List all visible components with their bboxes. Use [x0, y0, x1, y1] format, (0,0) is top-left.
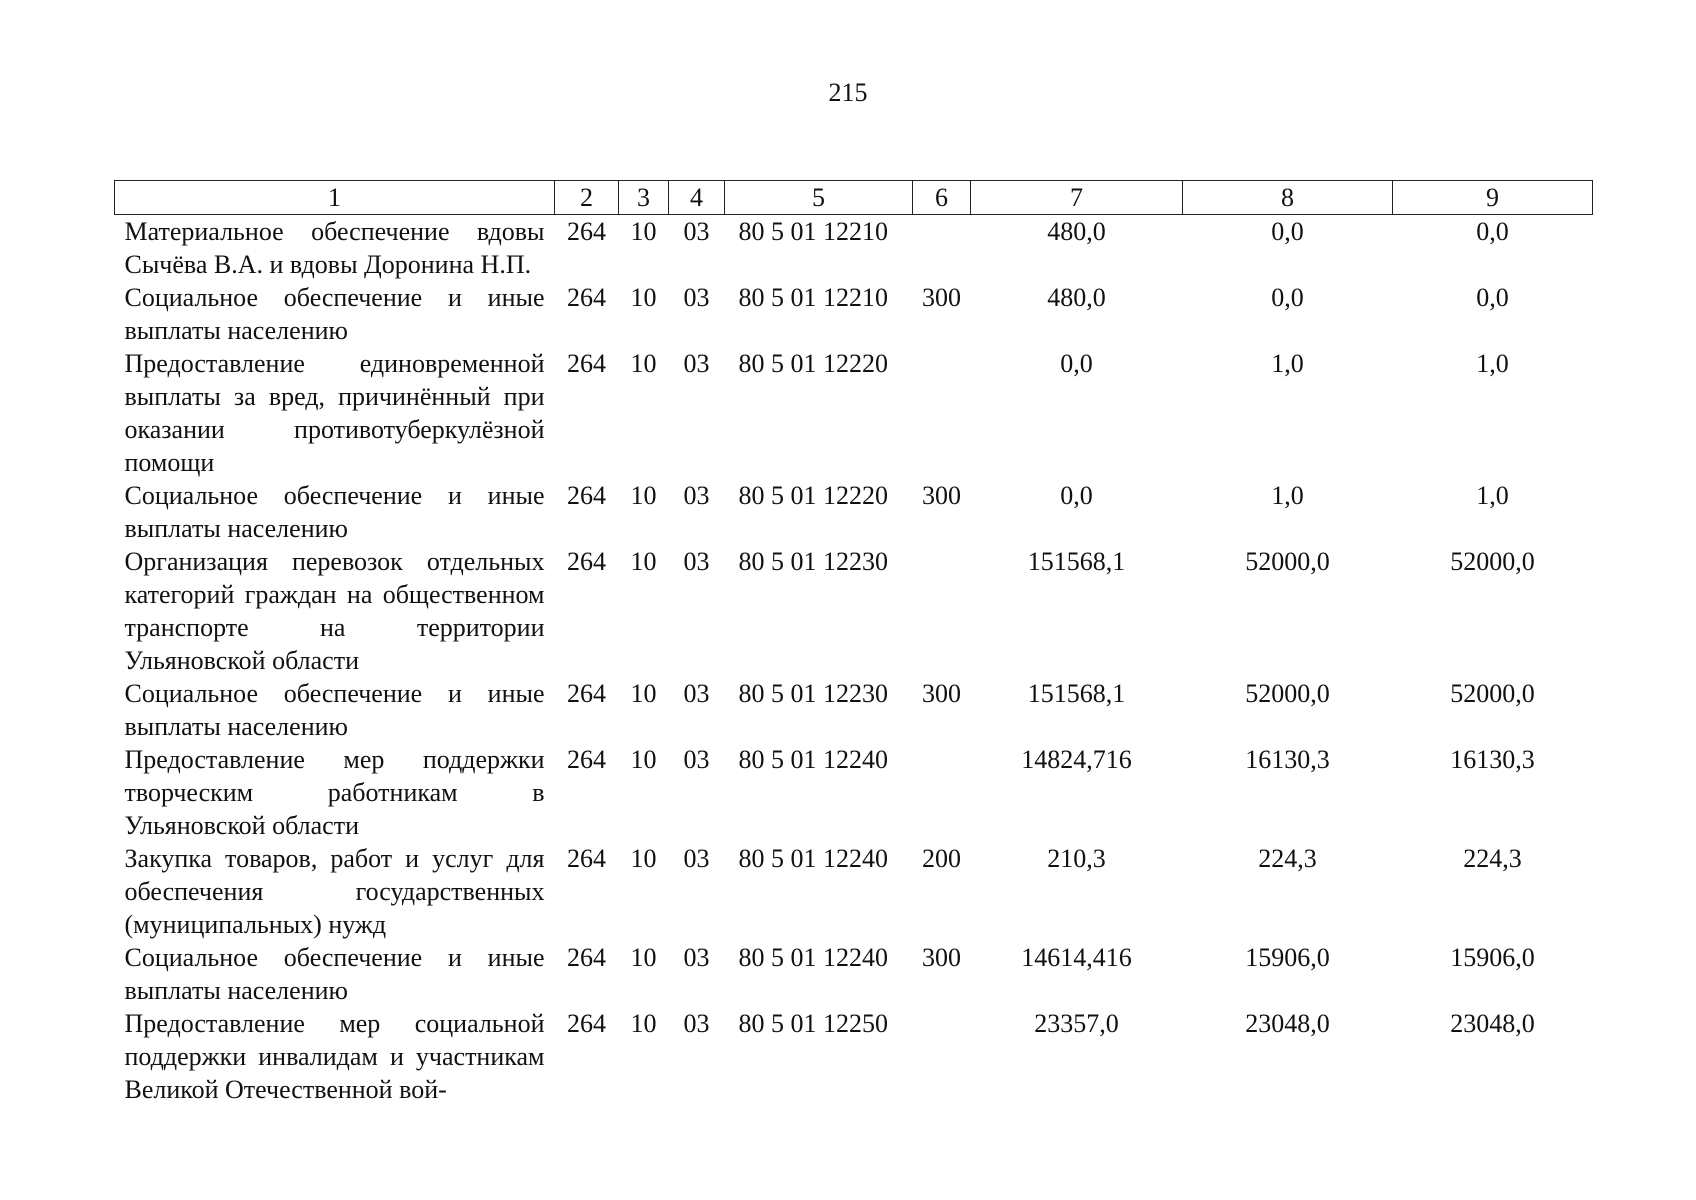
- target-article-code: 80 5 01 12240: [738, 943, 888, 972]
- item-name: Организация перевозок отдельных категорий граждан на общественном транспорте на территории Ульяновской области: [124, 547, 545, 675]
- ministry-code: 264: [567, 283, 606, 312]
- amount-col-7: 0,0: [1060, 349, 1093, 378]
- section-code: 10: [630, 1009, 657, 1038]
- amount-col-9: 52000,0: [1450, 679, 1535, 708]
- expense-type-code: [913, 347, 971, 479]
- table-row: [115, 215, 1593, 282]
- item-name: Предоставление мер социальной поддержки инвалидам и участникам Великой Отечественной вой-: [124, 1009, 545, 1104]
- item-name: Социальное обеспечение и иные выплаты населению: [124, 943, 545, 1005]
- section-code: 10: [630, 943, 657, 972]
- amount-col-8: 16130,3: [1245, 745, 1330, 774]
- amount-col-9: 15906,0: [1450, 943, 1535, 972]
- amount-col-7: 14614,416: [1021, 943, 1132, 972]
- column-header-5: 5: [725, 181, 913, 215]
- expense-type-code: [913, 1007, 971, 1106]
- amount-col-7: 480,0: [1047, 283, 1106, 312]
- table-row: [115, 545, 1593, 677]
- item-name: Социальное обеспечение и иные выплаты населению: [124, 283, 545, 345]
- expense-type-code: 300: [922, 943, 961, 972]
- subsection-code: 03: [683, 217, 710, 246]
- column-header-6: 6: [913, 181, 971, 215]
- page-number: 215: [828, 78, 868, 107]
- subsection-code: 03: [683, 745, 710, 774]
- table-row: [115, 677, 1593, 743]
- amount-col-9: 52000,0: [1450, 547, 1535, 576]
- table-row: [115, 941, 1593, 1007]
- expense-type-code: 300: [922, 481, 961, 510]
- expense-type-code: 300: [922, 679, 961, 708]
- amount-col-9: 1,0: [1476, 481, 1509, 510]
- amount-col-9: 16130,3: [1450, 745, 1535, 774]
- target-article-code: 80 5 01 12250: [738, 1009, 888, 1038]
- amount-col-9: 0,0: [1476, 217, 1509, 246]
- subsection-code: 03: [683, 481, 710, 510]
- amount-col-8: 0,0: [1271, 283, 1304, 312]
- expense-type-code: [913, 215, 971, 282]
- table-header-row: [115, 181, 1593, 215]
- table-row: [115, 743, 1593, 842]
- amount-col-8: 1,0: [1271, 349, 1304, 378]
- ministry-code: 264: [567, 1009, 606, 1038]
- column-header-2: 2: [555, 181, 619, 215]
- column-header-1: 1: [115, 181, 555, 215]
- amount-col-9: 224,3: [1463, 844, 1522, 873]
- subsection-code: 03: [683, 943, 710, 972]
- target-article-code: 80 5 01 12240: [738, 745, 888, 774]
- amount-col-8: 23048,0: [1245, 1009, 1330, 1038]
- column-header-3: 3: [619, 181, 669, 215]
- target-article-code: 80 5 01 12230: [738, 679, 888, 708]
- amount-col-8: 15906,0: [1245, 943, 1330, 972]
- amount-col-8: 52000,0: [1245, 679, 1330, 708]
- amount-col-7: 151568,1: [1027, 547, 1126, 576]
- subsection-code: 03: [683, 844, 710, 873]
- amount-col-9: 23048,0: [1450, 1009, 1535, 1038]
- amount-col-7: 23357,0: [1034, 1009, 1119, 1038]
- item-name: Материальное обеспечение вдовы Сычёва В.А. и вдовы Доронина Н.П.: [124, 217, 545, 279]
- expense-type-code: 300: [922, 283, 961, 312]
- target-article-code: 80 5 01 12240: [738, 844, 888, 873]
- ministry-code: 264: [567, 481, 606, 510]
- ministry-code: 264: [567, 547, 606, 576]
- amount-col-7: 0,0: [1060, 481, 1093, 510]
- table-row: [115, 1007, 1593, 1106]
- column-header-8: 8: [1183, 181, 1393, 215]
- ministry-code: 264: [567, 679, 606, 708]
- table-row: [115, 842, 1593, 941]
- section-code: 10: [630, 547, 657, 576]
- amount-col-8: 0,0: [1271, 217, 1304, 246]
- table-row: [115, 479, 1593, 545]
- ministry-code: 264: [567, 217, 606, 246]
- target-article-code: 80 5 01 12210: [738, 283, 888, 312]
- ministry-code: 264: [567, 745, 606, 774]
- item-name: Социальное обеспечение и иные выплаты населению: [124, 679, 545, 741]
- amount-col-8: 224,3: [1258, 844, 1317, 873]
- amount-col-7: 210,3: [1047, 844, 1106, 873]
- item-name: Социальное обеспечение и иные выплаты населению: [124, 481, 545, 543]
- section-code: 10: [630, 217, 657, 246]
- target-article-code: 80 5 01 12230: [738, 547, 888, 576]
- amount-col-9: 1,0: [1476, 349, 1509, 378]
- amount-col-9: 0,0: [1476, 283, 1509, 312]
- amount-col-7: 480,0: [1047, 217, 1106, 246]
- section-code: 10: [630, 745, 657, 774]
- item-name: Закупка товаров, работ и услуг для обеспечения государственных (муниципальных) нужд: [124, 844, 545, 939]
- target-article-code: 80 5 01 12210: [738, 217, 888, 246]
- expense-type-code: [913, 545, 971, 677]
- expense-type-code: 200: [922, 844, 961, 873]
- target-article-code: 80 5 01 12220: [738, 481, 888, 510]
- ministry-code: 264: [567, 844, 606, 873]
- amount-col-8: 52000,0: [1245, 547, 1330, 576]
- expense-type-code: [913, 743, 971, 842]
- column-header-9: 9: [1393, 181, 1593, 215]
- ministry-code: 264: [567, 943, 606, 972]
- amount-col-8: 1,0: [1271, 481, 1304, 510]
- subsection-code: 03: [683, 349, 710, 378]
- ministry-code: 264: [567, 349, 606, 378]
- subsection-code: 03: [683, 283, 710, 312]
- budget-table: [114, 180, 1593, 1106]
- subsection-code: 03: [683, 1009, 710, 1038]
- section-code: 10: [630, 283, 657, 312]
- subsection-code: 03: [683, 679, 710, 708]
- column-header-4: 4: [669, 181, 725, 215]
- section-code: 10: [630, 481, 657, 510]
- subsection-code: 03: [683, 547, 710, 576]
- table-row: [115, 281, 1593, 347]
- section-code: 10: [630, 349, 657, 378]
- section-code: 10: [630, 844, 657, 873]
- amount-col-7: 151568,1: [1027, 679, 1126, 708]
- item-name: Предоставление мер поддержки творческим работникам в Ульяновской области: [124, 745, 545, 840]
- item-name: Предоставление единовременной выплаты за вред, причинённый при оказании противотуберкулёзной помощи: [124, 349, 545, 477]
- column-header-7: 7: [971, 181, 1183, 215]
- section-code: 10: [630, 679, 657, 708]
- target-article-code: 80 5 01 12220: [738, 349, 888, 378]
- amount-col-7: 14824,716: [1021, 745, 1132, 774]
- table-row: [115, 347, 1593, 479]
